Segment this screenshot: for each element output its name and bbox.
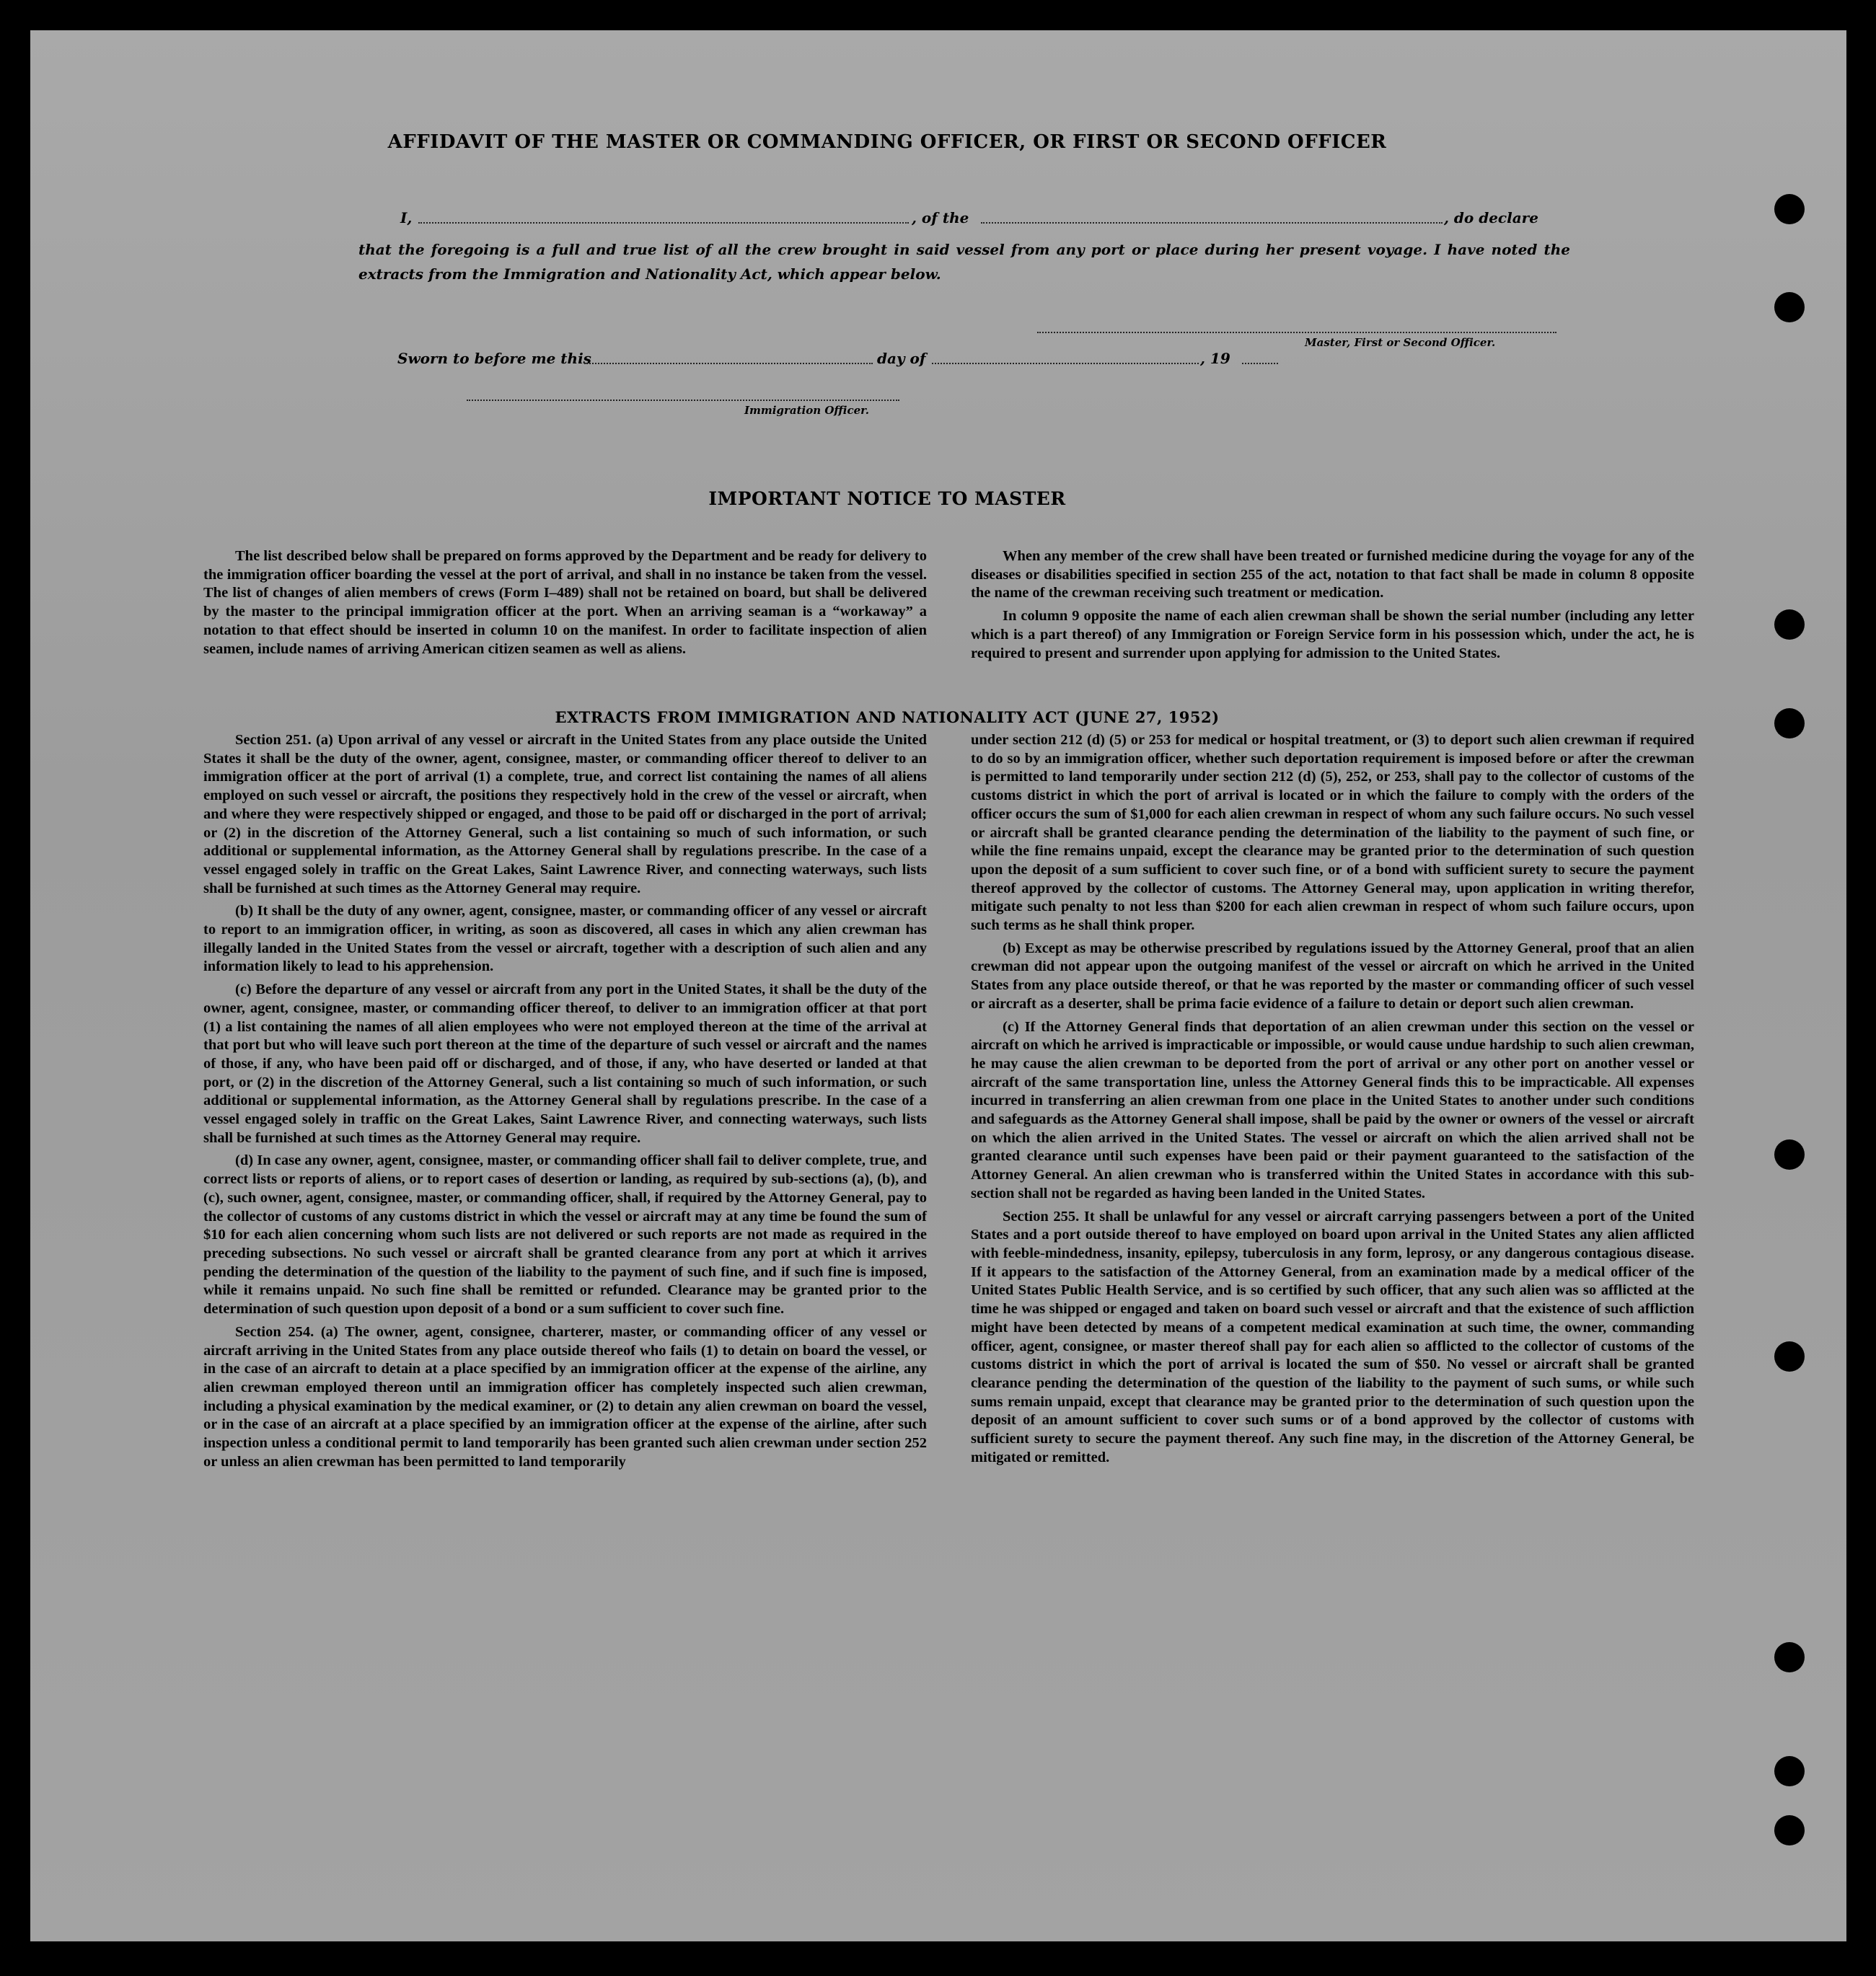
extract-section-255: Section 255. It shall be unlawful for any vessel or aircraft carrying passengers between a port of the United States and a port outside thereof to have employed on board upon arrival in the United States any alien afflicted with feeble-mindedness, insanity, epilepsy, tuberculosis in any form, leprosy, or any dangerous contagious disease. If it appears to the satisfaction of the Attorney General, from an examination made by a medical officer of the United States Public Health Service, and is so certified by such officer, that any such alien was so afflicted at the time he was shipped or engaged and taken on board such vessel or aircraft and that the existence of such affliction might have been detected by means of a competent medical examination at such time, the owner, commanding officer, agent, consignee, or master thereof shall pay for each alien so afflicted to the collector of customs of the customs district in which the port of arrival is located the sum of $50. No vessel or aircraft shall be granted clearance pending the determination of the question of the liability to the payment of such sums, or while such sums remain unpaid, except that clearance may be granted prior to the determination of such question upon the deposit of an amount sufficient to cover such sums or of a bond approved by the collector of customs with sufficient surety to secure the payment thereof. Any such fine may, in the discretion of the Attorney General, be mitigated or remitted. bbox=[971, 1208, 1694, 1465]
vessel-name-line[interactable] bbox=[981, 222, 1443, 224]
punch-hole-2 bbox=[1774, 292, 1805, 322]
master-signature-line[interactable] bbox=[1037, 332, 1556, 333]
affidavit-do-declare: , do declare bbox=[1444, 209, 1538, 226]
extract-section-254b: (b) Except as may be otherwise prescribed by regulations issued by the Attorney General, proof that an alien crewman did not appear upon the outgoing manifest of the vessel or aircraft on which he arrived in the United States from any place outside thereof, or that he was reported by the master or commanding officer of such vessel or aircraft as a deserter, shall be prima facie evidence of a failure to detain or deport such alien crewman. bbox=[971, 940, 1694, 1012]
sworn-label: Sworn to before me this bbox=[397, 350, 591, 367]
document-page bbox=[30, 30, 1846, 1941]
affidavit-declaration: that the foregoing is a full and true list of all the crew brought in said vessel from any port or place during her present voyage. I have noted the extracts from the Immigration and Nationality Act, which appear below. bbox=[358, 241, 1570, 283]
year-label: , 19 bbox=[1200, 350, 1230, 367]
immigration-officer-label: Immigration Officer. bbox=[744, 404, 869, 417]
master-signature-label: Master, First or Second Officer. bbox=[1305, 336, 1496, 349]
affidavit-of-the: , of the bbox=[912, 209, 969, 226]
punch-hole-9 bbox=[1774, 1815, 1805, 1845]
punch-hole-3 bbox=[1774, 609, 1805, 640]
punch-hole-8 bbox=[1774, 1756, 1805, 1786]
immigration-officer-signature-line[interactable] bbox=[467, 400, 899, 401]
extract-section-251a: Section 251. (a) Upon arrival of any vessel or aircraft in the United States from any place outside the United States it shall be the duty of the owner, agent, consignee, master, or commanding officer thereof to deliver to an immigration officer at the port of arrival (1) a complete, true, and correct list containing the names of all aliens employed on such vessel or aircraft, the positions they respectively hold in the crew of the vessel or aircraft, when and where they were respectively shipped or engaged, and those to be paid off or discharged in the port of arrival; or (2) in the discretion of the Attorney General, such a list containing so much of such information, or such additional or supplemental information, as the Attorney General shall by regulations prescribe. In the case of a vessel engaged solely in traffic on the Great Lakes, Saint Lawrence River, and connecting waterways, such lists shall be furnished at such times as the Attorney General may require. bbox=[203, 732, 927, 896]
notice-title: IMPORTANT NOTICE TO MASTER bbox=[708, 488, 1066, 509]
punch-hole-7 bbox=[1774, 1642, 1805, 1672]
sworn-year-line[interactable] bbox=[1242, 363, 1278, 364]
punch-hole-6 bbox=[1774, 1341, 1805, 1372]
extract-section-254c: (c) If the Attorney General finds that deportation of an alien crewman under this section on the vessel or aircraft on which he arrived is impracticable or impossible, or would cause undue hardship to such alien crewman, he may cause the alien crewman to be deported from the port of arrival or any other port on another vessel or aircraft of the same transportation line, unless the Attorney General finds this to be impracticable. All expenses incurred in transferring an alien crewman from one place in the United States to another under such conditions and safeguards as the Attorney General shall impose, shall be paid by the owner or owners of the vessel or aircraft on which the alien arrived in the United States. The vessel or aircraft on which the alien arrived shall not be granted clearance until such expenses have been paid or their payment guaranteed to the satisfaction of the Attorney General. An alien crewman who is transferred within the United States in accordance with this sub-section shall not be regarded as having been landed in the United States. bbox=[971, 1018, 1694, 1201]
notice-left-paragraph: The list described below shall be prepared on forms approved by the Department and be ready for delivery to the immigration officer boarding the vessel at the port of arrival, and shall in no instance be taken from the vessel. The list of changes of alien members of crews (Form I–489) shall not be retained on board, but shall be delivered by the master to the principal immigration officer at the port. When an arriving seaman is a “workaway” a notation to that effect should be inserted in column 10 on the manifest. In order to facilitate inspection of alien seamen, include names of arriving American citizen seamen as well as aliens. bbox=[203, 548, 927, 657]
sworn-day-line[interactable] bbox=[584, 363, 873, 364]
notice-left-column bbox=[203, 547, 927, 663]
extract-section-251b: (b) It shall be the duty of any owner, agent, consignee, master, or commanding officer of any vessel or aircraft to report to an immigration officer, in writing, as soon as discovered, all cases in which any alien crewman has illegally landed in the United States from the vessel or aircraft, together with a description of such alien and any information likely to lead to his apprehension. bbox=[203, 903, 927, 975]
extract-section-251d: (d) In case any owner, agent, consignee, master, or commanding officer shall fail to deliver complete, true, and correct lists or reports of aliens, or to report cases of desertion or landing, as required by sub-sections (a), (b), and (c), such owner, agent, consignee, master, or commanding officer, shall, if required by the Attorney General, pay to the collector of customs of any customs district in which the vessel or aircraft may at any time be found the sum of $10 for each alien concerning whom such lists are not delivered or such reports are not made as required in the preceding subsections. No such vessel or aircraft shall be granted clearance from any port at which it arrives pending the determination of the question of the liability to the payment of such fine, and if such fine is imposed, while it remains unpaid. No such fine shall be remitted or refunded. Clearance may be granted prior to the determination of such question upon deposit of a bond or a sum sufficient to cover such fine. bbox=[203, 1152, 927, 1318]
extract-section-251c: (c) Before the departure of any vessel or aircraft from any port in the United States, it shall be the duty of the owner, agent, consignee, master, or commanding officer thereof, to deliver to an immigration officer at that port (1) a list containing the names of all alien employees who were not employed thereon at the time of the arrival at that port but who will leave such port thereon at the time of the departure of such vessel or aircraft and the names of those, if any, who have been paid off or discharged, and of those, if any, who have deserted or landed at that port, or (2) in the discretion of the Attorney General, such a list containing so much of such information, or such additional or supplemental information, as the Attorney General shall by regulations prescribe. In the case of a vessel engaged solely in traffic on the Great Lakes, Saint Lawrence River, and connecting waterways, such lists shall be furnished at such times as the Attorney General may require. bbox=[203, 982, 927, 1146]
notice-right-paragraph-1: When any member of the crew shall have been treated or furnished medicine during the voyage for any of the diseases or disabilities specified in section 255 of the act, notation to that fact shall be made in column 8 opposite the name of the crewman receiving such treatment or medication. bbox=[971, 548, 1694, 601]
punch-hole-1 bbox=[1774, 194, 1805, 224]
extracts-right-column bbox=[971, 731, 1694, 1471]
sworn-month-line[interactable] bbox=[932, 363, 1199, 364]
affidavit-title: AFFIDAVIT OF THE MASTER OR COMMANDING OFFICER, OR FIRST OR SECOND OFFICER bbox=[387, 131, 1387, 153]
notice-right-paragraph-2: In column 9 opposite the name of each alien crewman shall be shown the serial number (including any letter which is a part thereof) of any Immigration or Foreign Service form in his possession which, under the act, he is required to present and surrender upon applying for admission to the United States. bbox=[971, 608, 1694, 661]
day-of-label: day of bbox=[877, 350, 926, 367]
notice-right-column bbox=[971, 547, 1694, 667]
extract-section-254a: Section 254. (a) The owner, agent, consignee, charterer, master, or commanding officer of any vessel or aircraft arriving in the United States from any place outside thereof who fails (1) to detain on board the vessel, or in the case of an aircraft to detain at a place specified by an immigration officer at the expense of the airline, any alien crewman employed thereon until an immigration officer has completely inspected such alien crewman, including a physical examination by the medical examiner, or (2) to detain any alien crewman on board the vessel, or in the case of an aircraft at a place specified by an immigration officer at the expense of the airline, after such inspection unless a conditional permit to land temporarily has been granted such alien crewman under section 252 or unless an alien crewman has been permitted to land temporarily bbox=[203, 1323, 927, 1470]
punch-hole-4 bbox=[1774, 708, 1805, 738]
extract-section-254a-cont: under section 212 (d) (5) or 253 for medical or hospital treatment, or (3) to deport such alien crewman if required to do so by an immigration officer, whether such deportation requirement is imposed before or after the crewman is permitted to land temporarily under section 212 (d) (5), 252, or 253, shall pay to the collector of customs of the customs district in which the port of arrival is located or in which the failure to comply with the orders of the officer occurs the sum of $1,000 for each alien crewman in respect of whom any such failure occurs. No such vessel or aircraft shall be granted clearance pending the determination of the liability to the payment of such fine, or while the fine remains unpaid, except the clearance may be granted prior to the determination of such question upon the deposit of a sum sufficient to cover such fine, or of a bond with sufficient surety to secure the payment thereof approved by the collector of customs. The Attorney General may, upon application in writing therefor, mitigate such penalty to not less than $200 for each alien crewman in respect of whom such failure occurs, upon such terms as he shall think proper. bbox=[971, 732, 1694, 934]
affidavit-i-label: I, bbox=[400, 209, 413, 226]
master-name-line[interactable] bbox=[418, 222, 909, 224]
extracts-title: EXTRACTS FROM IMMIGRATION AND NATIONALITY ACT (JUNE 27, 1952) bbox=[555, 708, 1220, 726]
extracts-left-column bbox=[203, 731, 927, 1476]
punch-hole-5 bbox=[1774, 1139, 1805, 1170]
